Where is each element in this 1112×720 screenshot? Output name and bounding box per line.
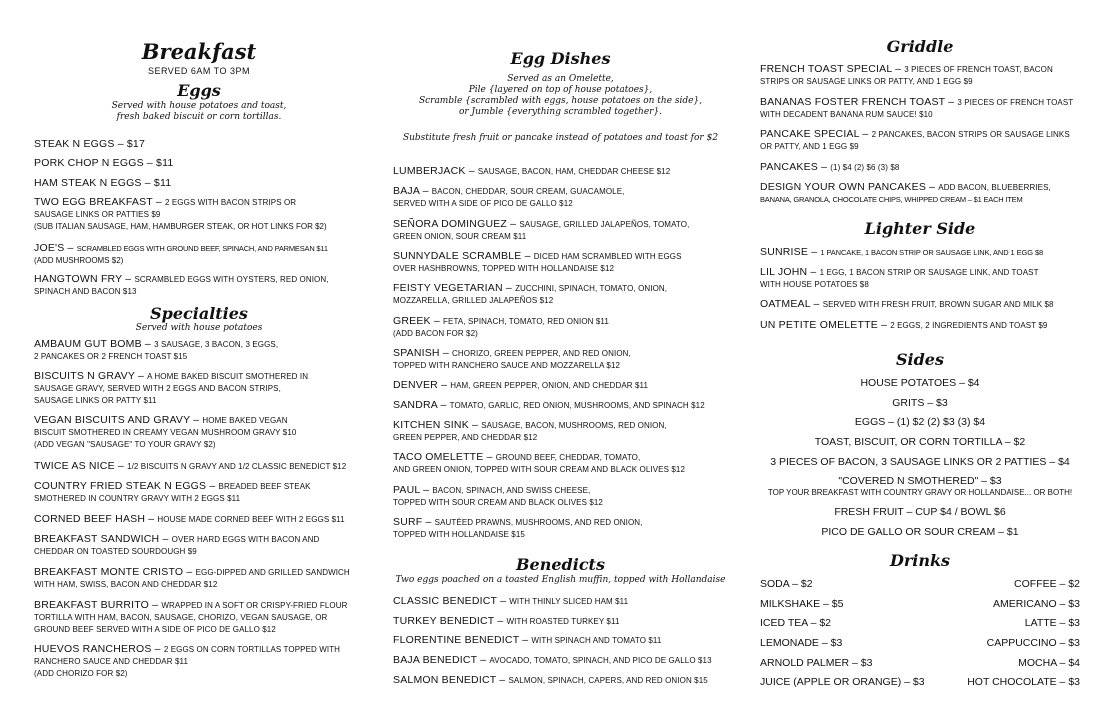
drink-item: AMERICANO – $3 (993, 598, 1080, 610)
menu-item-sunnydale (393, 250, 728, 275)
item-name: SURF – (393, 516, 435, 528)
side-item: TOAST, BISCUIT, OR CORN TORTILLA – $2 (814, 436, 1026, 448)
item-name: LIL JOHN – (760, 266, 820, 278)
item-name: SUNRISE – (760, 246, 821, 258)
item-desc: SAUSAGE, BACON, HAM, CHEDDAR CHEESE $12 (477, 167, 671, 176)
drink-item: ARNOLD PALMER – $3 (760, 657, 873, 669)
item-desc: 3 PIECES OF FRENCH TOAST, BACON (904, 65, 1053, 74)
griddle-title: Griddle (886, 37, 954, 56)
menu-item-kitchen-sink (393, 419, 728, 444)
menu-item-lil-john (760, 266, 1080, 291)
item-name: GREEK – (393, 315, 444, 327)
menu-item-french-toast-special (760, 63, 1080, 88)
item-name: BREAKFAST SANDWICH – (34, 533, 172, 545)
item-name: BREAKFAST MONTE CRISTO – (34, 566, 196, 578)
drink-item: COFFEE – $2 (1014, 578, 1080, 590)
menu-item-lumberjack (393, 165, 728, 178)
item-name: UN PETITE OMELETTE – (760, 319, 891, 331)
item-name: LUMBERJACK – (393, 165, 478, 177)
specialties-title: Specialties (150, 304, 248, 323)
item-desc: CHORIZO, GREEN PEPPER, AND RED ONION, (452, 349, 631, 358)
item-name: PANCAKES – (760, 161, 831, 173)
drink-item: LATTE – $3 (1024, 617, 1080, 629)
egg-dishes-title: Egg Dishes (510, 49, 611, 68)
drink-item: HOT CHOCOLATE – $3 (967, 676, 1080, 688)
item-name: TACO OMELETTE – (393, 451, 496, 463)
item-desc: SPINACH AND BACON $13 (34, 287, 137, 296)
item-name: FRENCH TOAST SPECIAL – (760, 63, 905, 75)
breakfast-title: Breakfast (141, 39, 257, 64)
item-desc: (ADD VEGAN "SAUSAGE" TO YOUR GRAVY $2) (34, 440, 216, 449)
menu-item-pork-chop (34, 157, 364, 169)
item-desc: WITH ROASTED TURKEY $11 (506, 617, 620, 626)
egg-dishes-sub-4: or Jumble {everything scrambled together}. (458, 107, 663, 117)
item-desc: 1 PANCAKE, 1 BACON STRIP OR SAUSAGE LINK, AND 1 EGG $8 (820, 248, 1044, 257)
item-desc: WITH HOUSE POTATOES $8 (760, 280, 869, 289)
item-desc: 2 PANCAKES OR 2 FRENCH TOAST $15 (34, 352, 188, 361)
item-name: PANCAKE SPECIAL – (760, 128, 872, 140)
item-name: FLORENTINE BENEDICT – (393, 634, 532, 646)
item-desc: SCRAMBLED EGGS WITH GROUND BEEF, SPINACH, AND PARMESAN $11 (76, 244, 328, 253)
item-desc: BANANA, GRANOLA, CHOCOLATE CHIPS, WHIPPED CREAM – $1 EACH ITEM (760, 195, 1023, 204)
menu-item-florentine-benedict (393, 634, 728, 647)
item-name: HAM STEAK N EGGS – $11 (34, 177, 172, 189)
item-desc: SAUSAGE LINKS OR PATTIES $9 (34, 210, 161, 219)
menu-item-country-fried-steak (34, 480, 364, 505)
item-desc: 3 SAUSAGE, 3 BACON, 3 EGGS, (154, 340, 279, 349)
item-name: PORK CHOP N EGGS – $11 (34, 157, 174, 169)
menu-item-un-petite-omelette (760, 319, 1080, 332)
menu-item-greek (393, 315, 728, 340)
menu-item-joes (34, 242, 364, 267)
item-desc: 2 EGGS, 2 INGREDIENTS AND TOAST $9 (890, 321, 1048, 330)
item-desc: SCRAMBLED EGGS WITH OYSTERS, RED ONION, (134, 275, 329, 284)
item-name: TWICE AS NICE – (34, 460, 128, 472)
item-desc: SAUSAGE, GRILLED JALAPEÑOS, TOMATO, (519, 220, 690, 229)
item-name: BANANAS FOSTER FRENCH TOAST – (760, 96, 958, 108)
item-desc: OVER HARD EGGS WITH BACON AND (171, 535, 320, 544)
item-desc: SALMON, SPINACH, CAPERS, AND RED ONION $15 (508, 676, 708, 685)
drink-item: MOCHA – $4 (1018, 657, 1080, 669)
item-name: DESIGN YOUR OWN PANCAKES – (760, 181, 939, 193)
egg-dishes-sub-5: Substitute fresh fruit or pancake instead of potatoes and toast for $2 (402, 133, 719, 143)
item-desc: WITH DECADENT BANANA RUM SAUCE! $10 (760, 110, 933, 119)
egg-dishes-sub-2: Pile {layered on top of house potatoes}, (468, 85, 653, 95)
menu-item-salmon-benedict (393, 674, 728, 687)
item-desc: SAUSAGE LINKS OR PATTY $11 (34, 396, 157, 405)
item-desc: TORTILLA WITH HAM, BACON, SAUSAGE, CHORIZO, VEGAN SAUSAGE, OR (34, 613, 328, 622)
item-name: KITCHEN SINK – (393, 419, 482, 431)
item-name: FEISTY VEGETARIAN – (393, 282, 516, 294)
item-desc: SERVED WITH A SIDE OF PICO DE GALLO $12 (393, 199, 573, 208)
item-name: VEGAN BISCUITS AND GRAVY – (34, 414, 203, 426)
side-item: GRITS – $3 (892, 397, 948, 409)
item-desc: CHEDDAR ON TOASTED SOURDOUGH $9 (34, 547, 197, 556)
menu-item-sandra (393, 399, 728, 412)
item-desc: 1 EGG, 1 BACON STRIP OR SAUSAGE LINK, AND TOAST (819, 268, 1039, 277)
menu-item-baja-benedict (393, 654, 728, 667)
menu-item-corned-beef-hash (34, 513, 364, 526)
item-desc: TOPPED WITH RANCHERO SAUCE AND MOZZARELLA $12 (393, 361, 621, 370)
item-desc: TOMATO, GARLIC, RED ONION, MUSHROOMS, AND SPINACH $12 (449, 401, 705, 410)
eggs-subtitle-1: Served with house potatoes and toast, (111, 101, 287, 111)
egg-dishes-sub-3: Scramble {scrambled with eggs, house potatoes on the side}, (418, 96, 703, 106)
breakfast-hours: SERVED 6AM TO 3PM (147, 66, 251, 76)
item-desc: DICED HAM SCRAMBLED WITH EGGS (533, 252, 682, 261)
item-desc: SAUSAGE GRAVY, SERVED WITH 2 EGGS AND BACON STRIPS, (34, 384, 281, 393)
item-desc: SERVED WITH FRESH FRUIT, BROWN SUGAR AND MILK $8 (822, 300, 1054, 309)
item-desc: MOZZARELLA, GRILLED JALAPEÑOS $12 (393, 296, 554, 305)
item-name: BAJA BENEDICT – (393, 654, 490, 666)
item-desc: 2 EGGS WITH BACON STRIPS OR (165, 198, 297, 207)
item-desc: AND GREEN ONION, TOPPED WITH SOUR CREAM AND BLACK OLIVES $12 (393, 465, 685, 474)
item-name: SUNNYDALE SCRAMBLE – (393, 250, 534, 262)
item-desc: GREEN PEPPER, AND CHEDDAR $12 (393, 433, 538, 442)
menu-item-twice-as-nice (34, 460, 364, 473)
menu-item-pancakes (760, 161, 1080, 174)
item-desc: ZUCCHINI, SPINACH, TOMATO, ONION, (515, 284, 668, 293)
item-name: HANGTOWN FRY – (34, 273, 135, 285)
item-desc: SAUTÉED PRAWNS, MUSHROOMS, AND RED ONION, (434, 518, 643, 527)
item-note: (SUB ITALIAN SAUSAGE, HAM, HAMBURGER STEAK, OR HOT LINKS FOR $2) (34, 222, 327, 231)
item-desc: EGG-DIPPED AND GRILLED SANDWICH (195, 568, 350, 577)
item-desc: TOPPED WITH SOUR CREAM AND BLACK OLIVES $12 (393, 498, 603, 507)
drink-item: CAPPUCCINO – $3 (986, 637, 1080, 649)
item-name: SANDRA – (393, 399, 450, 411)
item-desc: 3 PIECES OF FRENCH TOAST (957, 98, 1074, 107)
item-name: JOE'S – (34, 242, 77, 254)
item-desc: HOME BAKED VEGAN (202, 416, 288, 425)
item-name: DENVER – (393, 379, 451, 391)
item-name: PAUL – (393, 484, 433, 496)
item-name: TWO EGG BREAKFAST – (34, 196, 165, 208)
side-item-note: TOP YOUR BREAKFAST WITH COUNTRY GRAVY OR HOLLANDAISE... OR BOTH! (767, 488, 1073, 497)
menu-item-paul (393, 484, 728, 509)
item-desc: OVER HASHBROWNS, TOPPED WITH HOLLANDAISE $12 (393, 264, 615, 273)
item-desc: FETA, SPINACH, TOMATO, RED ONION $11 (443, 317, 609, 326)
menu-item-denver (393, 379, 728, 392)
drinks-title: Drinks (889, 551, 951, 570)
benedicts-title: Benedicts (516, 555, 605, 574)
item-name: TURKEY BENEDICT – (393, 615, 507, 627)
item-desc: A HOME BAKED BISCUIT SMOTHERED IN (147, 372, 309, 381)
eggs-title: Eggs (177, 81, 221, 100)
item-desc: ADD BACON, BLUEBERRIES, (938, 183, 1051, 192)
item-desc: (ADD BACON FOR $2) (393, 329, 478, 338)
menu-item-baja (393, 185, 728, 210)
item-name: SEÑORA DOMINGUEZ – (393, 218, 520, 230)
side-item: 3 PIECES OF BACON, 3 SAUSAGE LINKS OR 2 PATTIES – $4 (770, 456, 1070, 468)
item-name: BISCUITS N GRAVY – (34, 370, 148, 382)
menu-item-sunrise (760, 246, 1080, 259)
menu-item-hangtown-fry (34, 273, 364, 298)
item-name: STEAK N EGGS – $17 (34, 138, 145, 150)
menu-item-gut-bomb (34, 338, 364, 363)
item-name: BREAKFAST BURRITO – (34, 599, 162, 611)
item-desc: WITH HAM, SWISS, BACON AND CHEDDAR $12 (34, 580, 218, 589)
menu-item-oatmeal (760, 298, 1080, 311)
drink-item: ICED TEA – $2 (760, 617, 832, 629)
menu-item-breakfast-burrito (34, 599, 364, 636)
item-desc: (ADD CHORIZO FOR $2) (34, 669, 128, 678)
item-desc: GROUND BEEF, CHEDDAR, TOMATO, (495, 453, 641, 462)
menu-item-breakfast-sandwich (34, 533, 364, 558)
item-desc: BACON, CHEDDAR, SOUR CREAM, GUACAMOLE, (431, 187, 625, 196)
drink-item: SODA – $2 (760, 578, 813, 590)
item-desc: HOUSE MADE CORNED BEEF WITH 2 EGGS $11 (157, 515, 345, 524)
item-desc: GROUND BEEF SERVED WITH A SIDE OF PICO DE GALLO $12 (34, 625, 276, 634)
item-desc: BISCUIT SMOTHERED IN CREAMY VEGAN MUSHROOM GRAVY $10 (34, 428, 297, 437)
item-desc: 2 PANCAKES, BACON STRIPS OR SAUSAGE LINKS (871, 130, 1070, 139)
eggs-subtitle-2: fresh baked biscuit or corn tortillas. (116, 112, 282, 122)
item-name: CORNED BEEF HASH – (34, 513, 158, 525)
menu-item-vegan-biscuits (34, 414, 364, 451)
menu-item-taco-omelette (393, 451, 728, 476)
item-desc: WRAPPED IN A SOFT OR CRISPY-FRIED FLOUR (161, 601, 348, 610)
drink-item: JUICE (APPLE OR ORANGE) – $3 (760, 676, 925, 688)
item-name: HUEVOS RANCHEROS – (34, 643, 164, 655)
menu-item-huevos-rancheros (34, 643, 364, 680)
menu-item-design-your-own-pancakes (760, 181, 1080, 206)
item-desc: BREADED BEEF STEAK (218, 482, 311, 491)
egg-dishes-sub-1: Served as an Omelette, (507, 74, 614, 84)
item-desc: SAUSAGE, BACON, MUSHROOMS, RED ONION, (481, 421, 667, 430)
side-item: FRESH FRUIT – CUP $4 / BOWL $6 (834, 506, 1006, 518)
menu-item-turkey-benedict (393, 615, 728, 628)
item-desc: 2 EGGS ON CORN TORTILLAS TOPPED WITH (163, 645, 341, 654)
item-desc: RANCHERO SAUCE AND CHEDDAR $11 (34, 657, 188, 666)
lighter-side-title: Lighter Side (864, 219, 976, 238)
item-name: SALMON BENEDICT – (393, 674, 509, 686)
side-item: PICO DE GALLO OR SOUR CREAM – $1 (821, 526, 1019, 538)
side-item: HOUSE POTATOES – $4 (860, 377, 980, 389)
item-desc: TOPPED WITH HOLLANDAISE $15 (393, 530, 525, 539)
item-desc: OR PATTY, AND 1 EGG $9 (760, 142, 859, 151)
menu-item-senora-dominguez (393, 218, 728, 243)
sides-title: Sides (895, 350, 944, 369)
menu-item-two-egg-breakfast (34, 196, 364, 233)
item-name: OATMEAL – (760, 298, 823, 310)
menu-item-pancake-special (760, 128, 1080, 153)
item-desc: (1) $4 (2) $6 (3) $8 (830, 163, 900, 172)
item-desc: SMOTHERED IN COUNTRY GRAVY WITH 2 EGGS $11 (34, 494, 241, 503)
menu-item-steak-n-eggs (34, 138, 364, 150)
menu-item-monte-cristo (34, 566, 364, 591)
item-name: AMBAUM GUT BOMB – (34, 338, 155, 350)
item-desc: HAM, GREEN PEPPER, ONION, AND CHEDDAR $11 (450, 381, 649, 390)
benedicts-subtitle: Two eggs poached on a toasted English muffin, topped with Hollandaise (395, 575, 726, 585)
item-name: CLASSIC BENEDICT – (393, 595, 510, 607)
specialties-subtitle: Served with house potatoes (135, 323, 263, 333)
item-desc: GREEN ONION, SOUR CREAM $11 (393, 232, 527, 241)
menu-item-spanish (393, 347, 728, 372)
item-name: COUNTRY FRIED STEAK N EGGS – (34, 480, 219, 492)
drink-item: MILKSHAKE – $5 (760, 598, 844, 610)
menu-item-feisty-vegetarian (393, 282, 728, 307)
item-desc: WITH THINLY SLICED HAM $11 (509, 597, 629, 606)
side-item: "COVERED N SMOTHERED" – $3 (838, 475, 1002, 487)
item-desc: WITH SPINACH AND TOMATO $11 (531, 636, 662, 645)
item-desc: BACON, SPINACH, AND SWISS CHEESE, (432, 486, 591, 495)
menu-item-surf (393, 516, 728, 541)
side-item: EGGS – (1) $2 (2) $3 (3) $4 (854, 416, 986, 428)
item-name: SPANISH – (393, 347, 452, 359)
item-name: BAJA – (393, 185, 432, 197)
menu-item-biscuits-n-gravy (34, 370, 364, 407)
item-desc: STRIPS OR SAUSAGE LINKS OR PATTY, AND 1 EGG $9 (760, 77, 973, 86)
menu-item-bananas-foster (760, 96, 1080, 121)
menu-item-classic-benedict (393, 595, 728, 608)
menu-item-ham-steak (34, 177, 364, 189)
item-desc: 1/2 BISCUITS N GRAVY AND 1/2 CLASSIC BENEDICT $12 (127, 462, 347, 471)
drink-item: LEMONADE – $3 (760, 637, 843, 649)
item-note: (ADD MUSHROOMS $2) (34, 256, 124, 265)
item-desc: AVOCADO, TOMATO, SPINACH, AND PICO DE GALLO $13 (489, 656, 712, 665)
